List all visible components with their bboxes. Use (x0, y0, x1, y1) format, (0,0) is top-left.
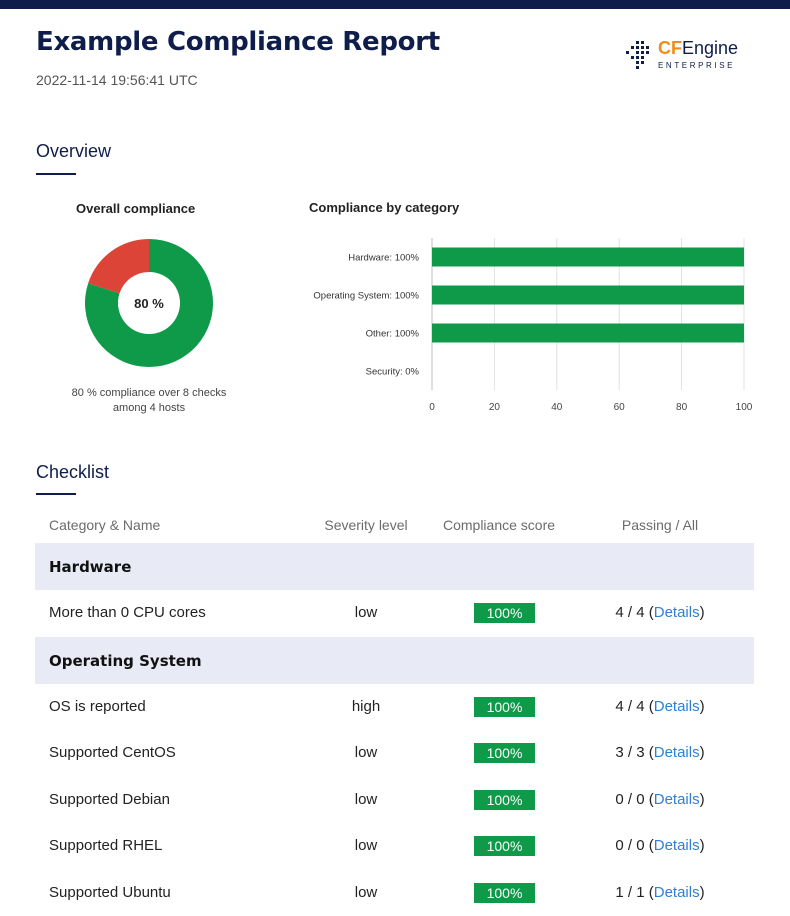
details-link[interactable]: Details (654, 791, 700, 808)
logo-wordmark: CFEngine (658, 38, 738, 59)
compliance-score-badge: 100% (474, 603, 535, 623)
group-row-operating-system: Operating System (35, 637, 754, 684)
passing-count: 1 / 1 (Details) (585, 884, 735, 901)
x-tick-label: 100 (736, 402, 753, 410)
x-tick-label: 0 (429, 402, 435, 410)
severity-level: low (293, 744, 439, 761)
checklist-heading: Checklist (36, 462, 109, 483)
table-row (35, 590, 754, 637)
col-compliance-score: Compliance score (429, 517, 569, 533)
x-tick-label: 60 (614, 402, 626, 410)
col-category-name: Category & Name (49, 517, 160, 533)
severity-level: low (293, 837, 439, 854)
col-passing-all: Passing / All (585, 517, 735, 533)
compliance-score-badge: 100% (474, 836, 535, 856)
logo-subtitle: ENTERPRISE (658, 61, 735, 70)
top-bar (0, 0, 790, 9)
details-link[interactable]: Details (654, 698, 700, 715)
severity-level: high (293, 698, 439, 715)
overview-heading: Overview (36, 141, 111, 162)
compliance-score-badge: 100% (474, 697, 535, 717)
table-row (35, 823, 754, 870)
compliance-score-badge: 100% (474, 790, 535, 810)
passing-count: 0 / 0 (Details) (585, 791, 735, 808)
x-tick-label: 80 (676, 402, 688, 410)
donut-center-label: 80 % (134, 296, 164, 311)
check-name: Supported Ubuntu (49, 884, 171, 901)
table-row (35, 777, 754, 824)
passing-count: 4 / 4 (Details) (585, 604, 735, 621)
x-tick-label: 40 (551, 402, 563, 410)
group-row-hardware: Hardware (35, 543, 754, 590)
check-name: Supported RHEL (49, 837, 162, 854)
bar (432, 324, 744, 343)
passing-count: 0 / 0 (Details) (585, 837, 735, 854)
check-name: Supported Debian (49, 791, 170, 808)
bar-chart (290, 230, 760, 410)
severity-level: low (293, 791, 439, 808)
page-title: Example Compliance Report (36, 27, 440, 57)
donut-slice-1 (88, 239, 149, 293)
category-label: Hardware: 100% (348, 253, 419, 264)
table-row (35, 870, 754, 916)
passing-count: 4 / 4 (Details) (585, 698, 735, 715)
cfengine-logo (626, 38, 736, 74)
bar (432, 248, 744, 267)
donut-caption: 80 % compliance over 8 checks among 4 hosts (62, 386, 236, 416)
col-severity: Severity level (293, 517, 439, 533)
compliance-score-badge: 100% (474, 743, 535, 763)
report-timestamp: 2022-11-14 19:56:41 UTC (36, 72, 198, 88)
details-link[interactable]: Details (654, 744, 700, 761)
details-link[interactable]: Details (654, 837, 700, 854)
overview-rule (36, 173, 76, 175)
table-row (35, 730, 754, 777)
donut-chart (79, 233, 219, 373)
x-tick-label: 20 (489, 402, 501, 410)
table-row (35, 684, 754, 731)
check-name: More than 0 CPU cores (49, 604, 206, 621)
category-label: Operating System: 100% (313, 291, 419, 302)
severity-level: low (293, 884, 439, 901)
category-label: Other: 100% (366, 329, 420, 340)
severity-level: low (293, 604, 439, 621)
cfengine-logo-icon (626, 41, 652, 71)
compliance-score-badge: 100% (474, 883, 535, 903)
bar (432, 286, 744, 305)
check-name: OS is reported (49, 698, 146, 715)
details-link[interactable]: Details (654, 884, 700, 901)
check-name: Supported CentOS (49, 744, 176, 761)
checklist-rule (36, 493, 76, 495)
category-label: Security: 0% (366, 367, 420, 378)
donut-title: Overall compliance (76, 201, 195, 216)
details-link[interactable]: Details (654, 604, 700, 621)
bar-chart-title: Compliance by category (309, 200, 459, 215)
checklist-table (35, 507, 754, 916)
passing-count: 3 / 3 (Details) (585, 744, 735, 761)
table-header (35, 507, 754, 543)
